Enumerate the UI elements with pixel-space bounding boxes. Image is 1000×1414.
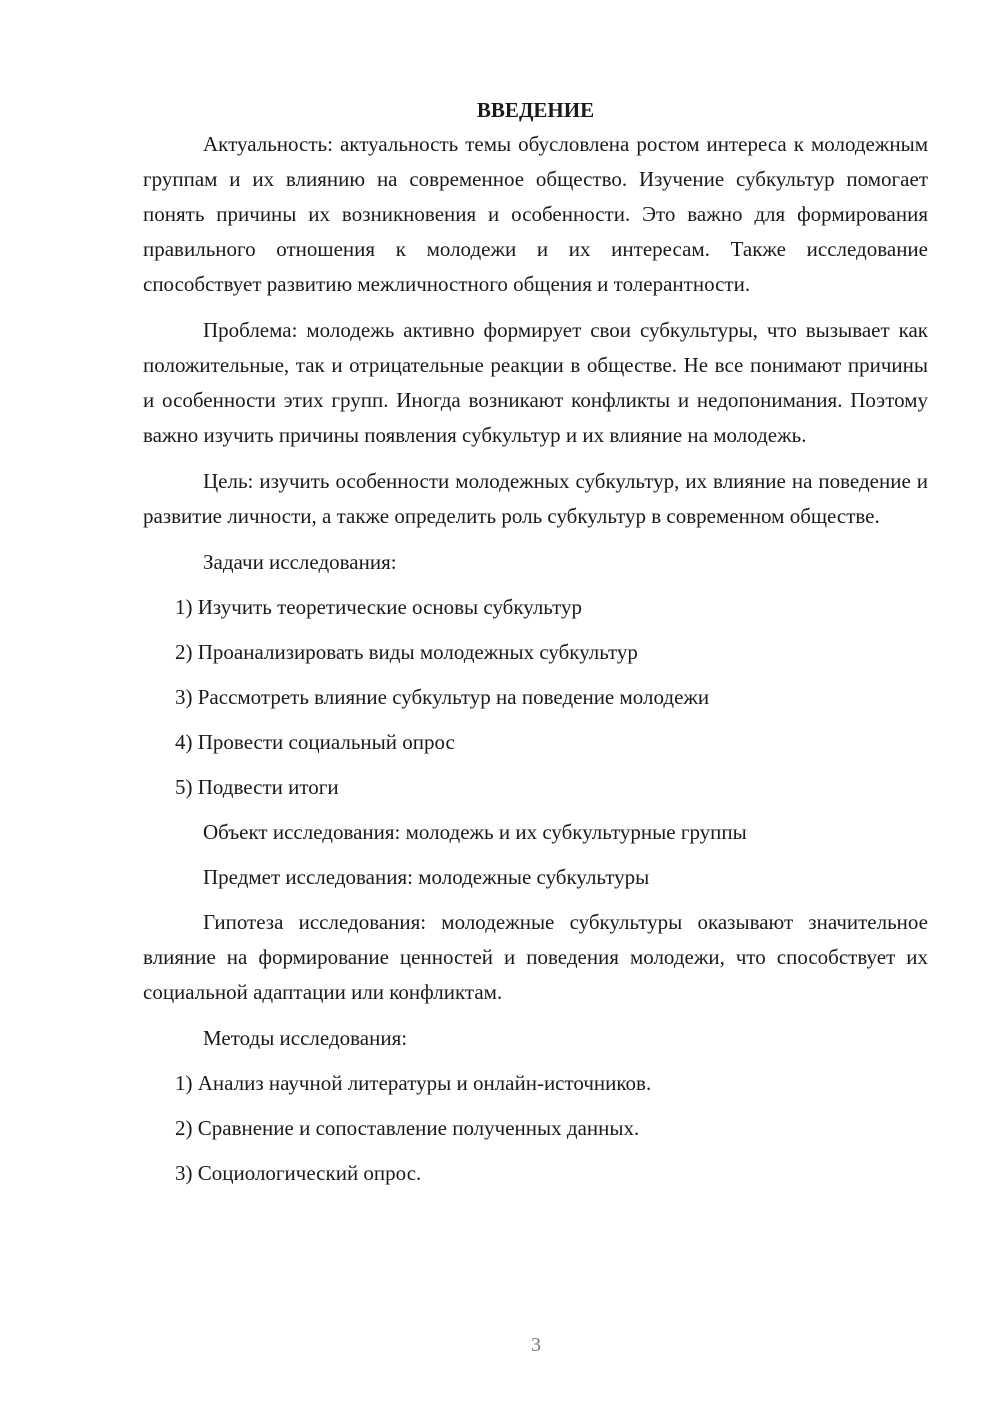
goal-paragraph: Цель: изучить особенности молодежных субкультур, их влияние на поведение и развитие личности, а также определить роль субкультур в современном обществе. <box>143 469 928 528</box>
method-item: 2) Сравнение и сопоставление полученных данных. <box>175 1116 640 1140</box>
task-item: 1) Изучить теоретические основы субкультур <box>175 595 582 619</box>
task-item: 4) Провести социальный опрос <box>175 730 455 754</box>
method-item: 1) Анализ научной литературы и онлайн-источников. <box>175 1071 652 1095</box>
method-item: 3) Социологический опрос. <box>175 1161 422 1185</box>
relevance-paragraph: Актуальность: актуальность темы обусловлена ростом интереса к молодежным группам и их влиянию на современное общество. Изучение субкультур помогает понять причины их возникновения и особенности. Это важно для формирования правильного отношения к молодежи и их интересам. Также исследование способствует развитию межличностного общения и толерантности. <box>143 132 928 296</box>
task-item: 3) Рассмотреть влияние субкультур на поведение молодежи <box>175 685 710 709</box>
tasks-heading: Задачи исследования: <box>203 550 397 574</box>
methods-heading: Методы исследования: <box>203 1026 408 1050</box>
document-page <box>143 95 928 1201</box>
section-title: ВВЕДЕНИЕ <box>476 98 595 122</box>
subject-line: Предмет исследования: молодежные субкультуры <box>203 865 650 889</box>
hypothesis-paragraph: Гипотеза исследования: молодежные субкультуры оказывают значительное влияние на формирование ценностей и поведения молодежи, что способствует их социальной адаптации или конфликтам. <box>143 910 928 1004</box>
object-line: Объект исследования: молодежь и их субкультурные группы <box>203 820 747 844</box>
page-number: 3 <box>531 1334 541 1356</box>
problem-paragraph: Проблема: молодежь активно формирует свои субкультуры, что вызывает как положительные, так и отрицательные реакции в обществе. Не все понимают причины и особенности этих групп. Иногда возникают конфликты и недопонимания. Поэтому важно изучить причины появления субкультур и их влияние на молодежь. <box>143 318 928 447</box>
task-item: 2) Проанализировать виды молодежных субкультур <box>175 640 638 664</box>
task-item: 5) Подвести итоги <box>175 775 339 799</box>
